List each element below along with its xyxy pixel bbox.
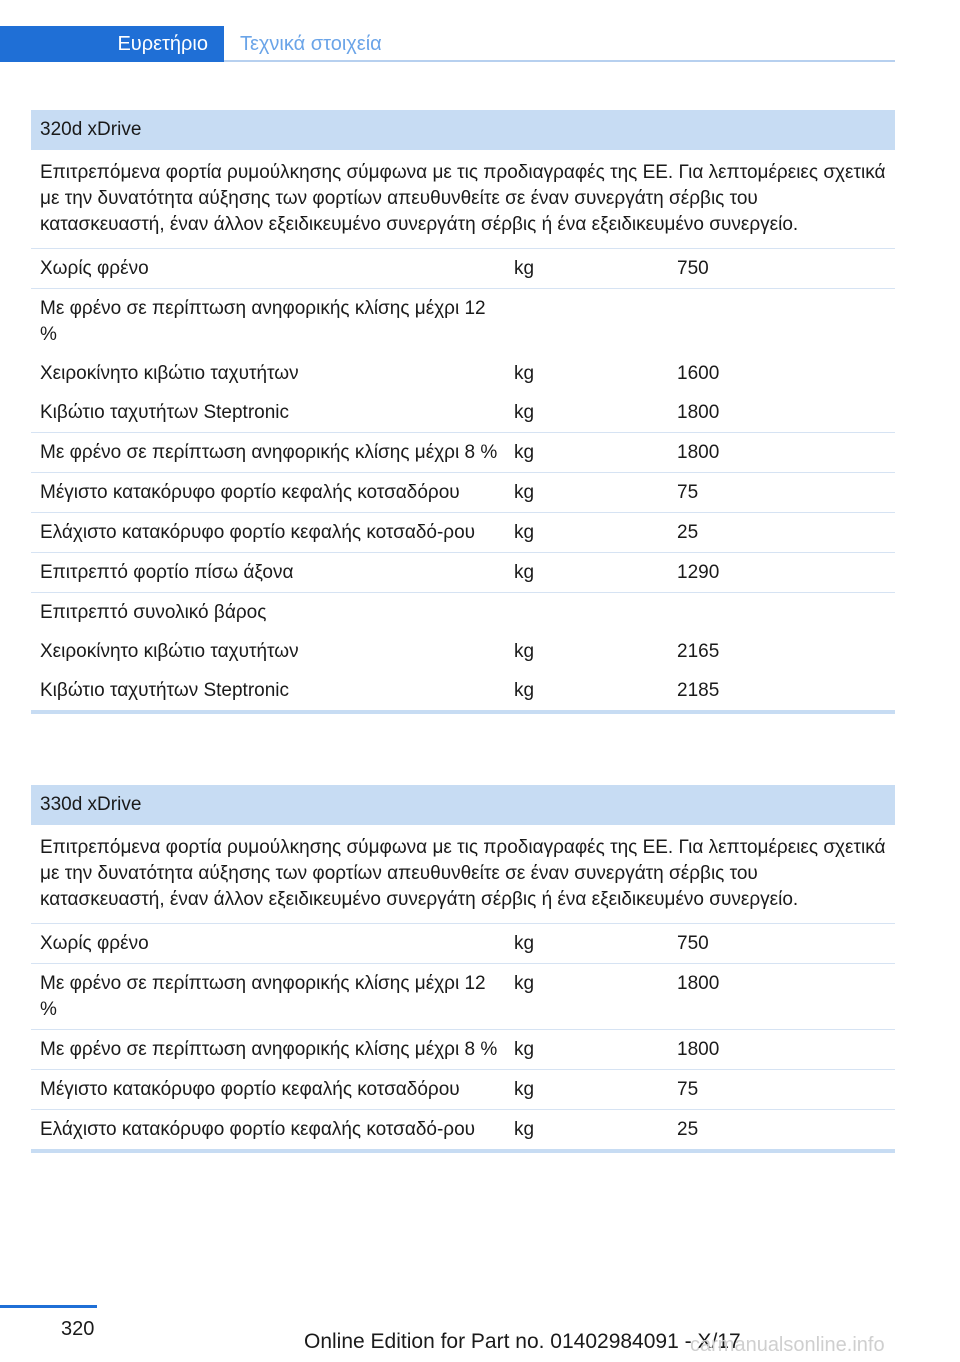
table-row [31, 964, 895, 1030]
row-value: 1800 [677, 402, 720, 423]
row-unit: kg [514, 522, 535, 543]
row-label: Ελάχιστο κατακόρυφο φορτίο κεφαλής κοτσαδό-ρου [40, 1119, 476, 1140]
table-row [31, 924, 895, 964]
table-row [31, 354, 895, 393]
edition-text: Online Edition for Part no. 01402984091 - X/17 [304, 1330, 741, 1353]
row-label: Χειροκίνητο κιβώτιο ταχυτήτων [40, 363, 299, 384]
row-label: Επιτρεπτό φορτίο πίσω άξονα [40, 562, 294, 583]
row-value [677, 289, 895, 354]
row-value: 1600 [677, 363, 720, 384]
table-row [31, 593, 895, 632]
row-value: 1290 [677, 562, 720, 583]
row-value: 1800 [677, 442, 720, 463]
row-value: 25 [677, 522, 699, 543]
table-title: 320d xDrive [31, 110, 895, 150]
top-navigation [0, 0, 960, 62]
row-value: 750 [677, 933, 709, 954]
header-divider [224, 60, 895, 62]
table-row [31, 1030, 895, 1070]
row-unit: kg [514, 680, 535, 701]
row-label: Μέγιστο κατακόρυφο φορτίο κεφαλής κοτσαδόρου [40, 482, 460, 503]
watermark: carmanualsonline.info [690, 1334, 885, 1356]
table-row [31, 249, 895, 289]
table-row [31, 553, 895, 593]
row-unit: kg [514, 973, 535, 994]
table-row [31, 671, 895, 710]
table-row [31, 513, 895, 553]
row-unit: kg [514, 562, 535, 583]
row-unit: kg [514, 402, 535, 423]
row-value: 75 [677, 1079, 699, 1100]
row-unit: kg [514, 442, 535, 463]
row-label: Με φρένο σε περίπτωση ανηφορικής κλίσης μέχρι 12 % [40, 973, 486, 1020]
page-number: 320 [61, 1318, 95, 1340]
table-row [31, 433, 895, 473]
row-unit: kg [514, 482, 535, 503]
row-unit: kg [514, 258, 535, 279]
row-label: Χωρίς φρένο [40, 258, 149, 279]
row-unit: kg [514, 1039, 535, 1060]
table-row [31, 1110, 895, 1149]
row-label: Μέγιστο κατακόρυφο φορτίο κεφαλής κοτσαδόρου [40, 1079, 460, 1100]
table-row [31, 289, 895, 354]
table-row [31, 632, 895, 671]
row-value: 25 [677, 1119, 699, 1140]
row-label: Με φρένο σε περίπτωση ανηφορικής κλίσης μέχρι 8 % [40, 442, 498, 463]
row-label: Ελάχιστο κατακόρυφο φορτίο κεφαλής κοτσαδό-ρου [40, 522, 476, 543]
table-description: Επιτρεπόμενα φορτία ρυμούλκησης σύμφωνα με τις προδιαγραφές της ΕΕ. Για λεπτομέρειες σχετικά με την δυνατότητα αύξησης των φορτίων απευθυνθείτε σε έναν συνεργάτη σέρβις του κατασκευαστή, έναν άλλον εξειδικευμένο συνεργάτη σέρβις ή ένα εξειδικευμένο συνεργείο. [31, 150, 895, 249]
row-label: Κιβώτιο ταχυτήτων Steptronic [40, 402, 290, 423]
tab-technical-data[interactable]: Τεχνικά στοιχεία [240, 33, 382, 55]
table-bottom-rule [31, 710, 895, 714]
footer-accent-line [0, 1305, 97, 1308]
row-label: Κιβώτιο ταχυτήτων Steptronic [40, 680, 290, 701]
tab-index[interactable]: Ευρετήριο [0, 26, 224, 62]
row-value [677, 593, 895, 632]
table-row [31, 473, 895, 513]
row-unit: kg [514, 1079, 535, 1100]
row-label: Επιτρεπτό συνολικό βάρος [40, 602, 267, 623]
row-label: Με φρένο σε περίπτωση ανηφορικής κλίσης μέχρι 8 % [40, 1039, 498, 1060]
row-label: Χωρίς φρένο [40, 933, 149, 954]
spec-table-330d [31, 785, 895, 1153]
spec-table-320d [31, 110, 895, 714]
row-unit: kg [514, 363, 535, 384]
table-row [31, 393, 895, 433]
table-title: 330d xDrive [31, 785, 895, 825]
table-description: Επιτρεπόμενα φορτία ρυμούλκησης σύμφωνα με τις προδιαγραφές της ΕΕ. Για λεπτομέρειες σχετικά με την δυνατότητα αύξησης των φορτίων απευθυνθείτε σε έναν συνεργάτη σέρβις του κατασκευαστή, έναν άλλον εξειδικευμένο συνεργάτη σέρβις ή ένα εξειδικευμένο συνεργείο. [31, 825, 895, 924]
table-bottom-rule [31, 1149, 895, 1153]
row-unit [505, 289, 677, 354]
row-unit [505, 593, 677, 632]
row-label: Χειροκίνητο κιβώτιο ταχυτήτων [40, 641, 299, 662]
row-label: Με φρένο σε περίπτωση ανηφορικής κλίσης μέχρι 12 % [40, 298, 486, 345]
row-value: 75 [677, 482, 699, 503]
row-value: 750 [677, 258, 709, 279]
row-value: 2185 [677, 680, 720, 701]
row-value: 1800 [677, 1039, 720, 1060]
row-unit: kg [514, 641, 535, 662]
row-unit: kg [514, 1119, 535, 1140]
row-value: 1800 [677, 973, 720, 994]
row-unit: kg [514, 933, 535, 954]
table-row [31, 1070, 895, 1110]
row-value: 2165 [677, 641, 720, 662]
